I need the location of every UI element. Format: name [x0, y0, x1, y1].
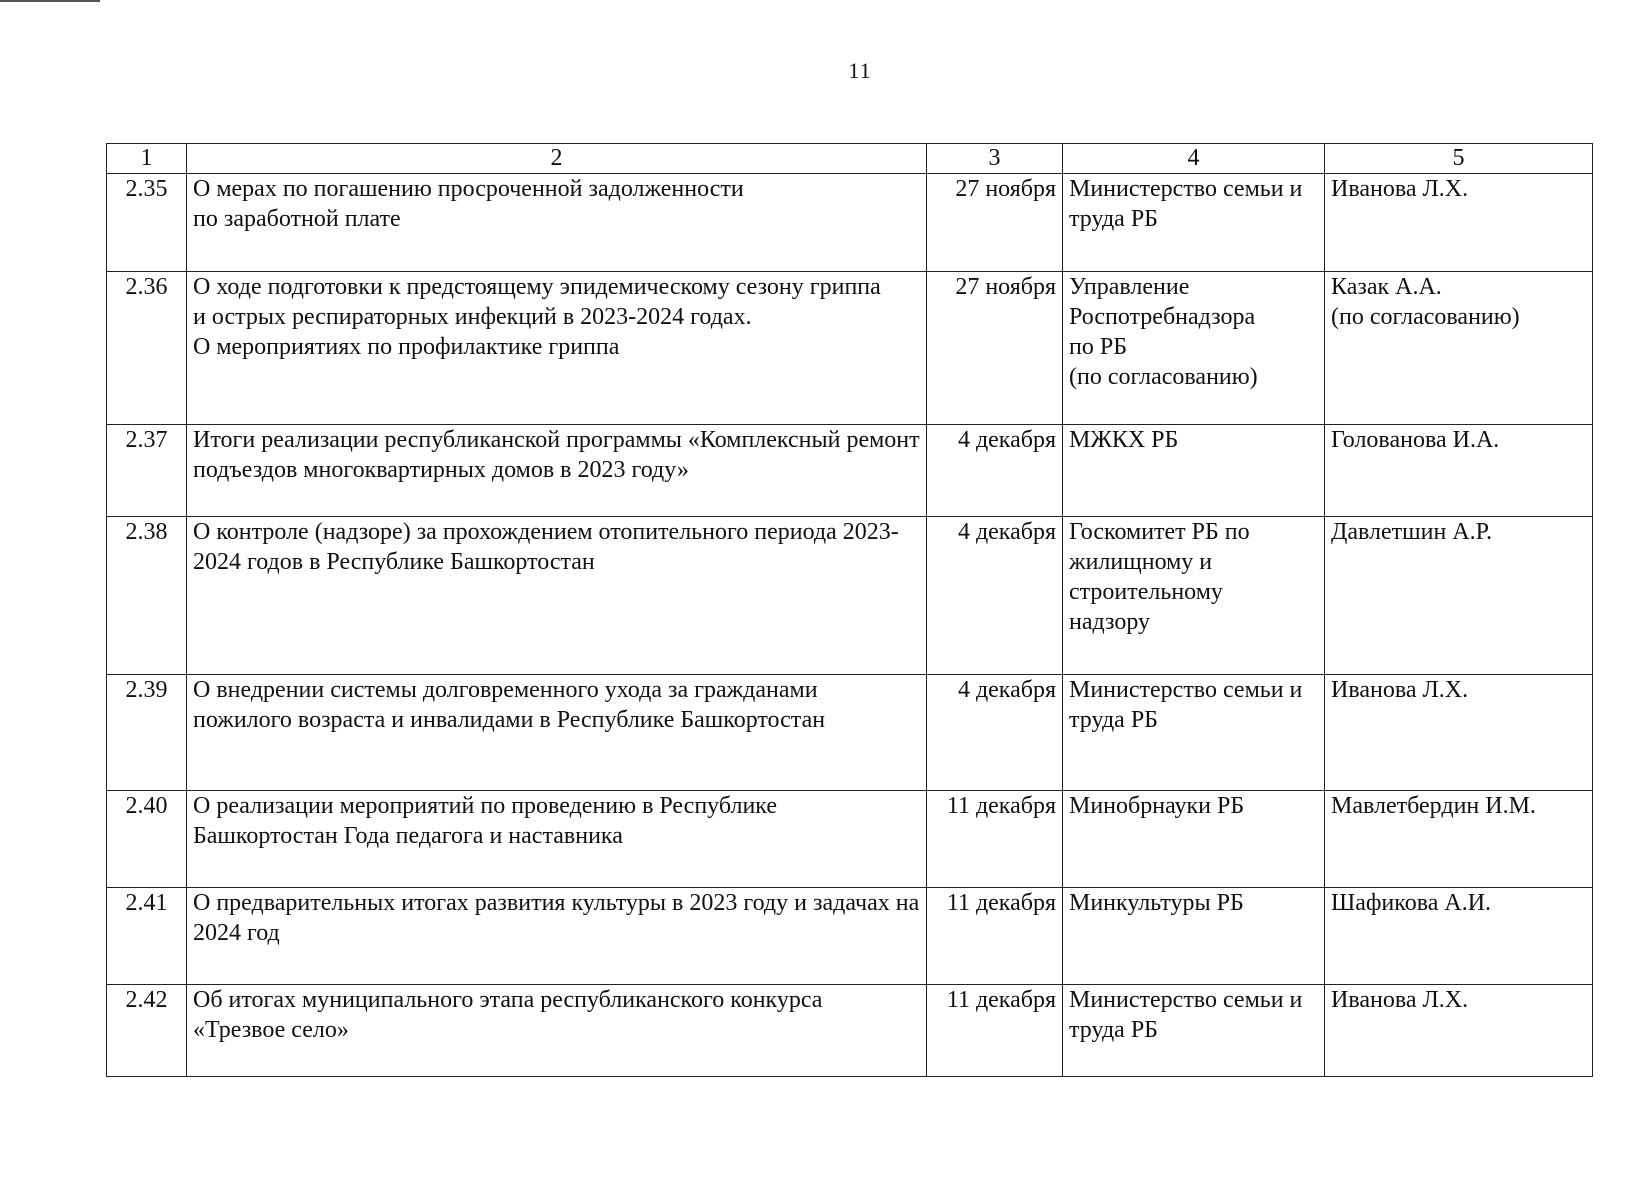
- item-responsible: Министерство семьи и труда РБ: [1063, 985, 1325, 1077]
- item-responsible: МЖКХ РБ: [1063, 425, 1325, 517]
- table-row: [107, 517, 1593, 675]
- item-responsible: Министерство семьи и труда РБ: [1063, 675, 1325, 791]
- item-number: 2.39: [107, 675, 187, 791]
- item-person: Мавлетбердин И.М.: [1325, 791, 1593, 888]
- item-responsible: Управление Роспотребнадзора по РБ (по согласованию): [1063, 272, 1325, 425]
- plan-table: [106, 143, 1593, 1077]
- item-person: Голованова И.А.: [1325, 425, 1593, 517]
- item-responsible: Госкомитет РБ по жилищному и строительному надзору: [1063, 517, 1325, 675]
- header-row: [107, 144, 1593, 174]
- table-row: [107, 675, 1593, 791]
- item-topic: Об итогах муниципального этапа республиканского конкурса «Трезвое село»: [187, 985, 927, 1077]
- item-person: Давлетшин А.Р.: [1325, 517, 1593, 675]
- item-topic: О мерах по погашению просроченной задолженности по заработной плате: [187, 174, 927, 272]
- item-number: 2.40: [107, 791, 187, 888]
- header-cell: 1: [107, 144, 187, 174]
- item-number: 2.42: [107, 985, 187, 1077]
- item-number: 2.36: [107, 272, 187, 425]
- item-person: Казак А.А. (по согласованию): [1325, 272, 1593, 425]
- item-topic: О ходе подготовки к предстоящему эпидемическому сезону гриппа и острых респираторных инфекций в 2023-2024 годах. О мероприятиях по профилактике гриппа: [187, 272, 927, 425]
- item-topic: О реализации мероприятий по проведению в Республике Башкортостан Года педагога и наставника: [187, 791, 927, 888]
- item-date: 11 декабря: [927, 888, 1063, 985]
- item-number: 2.37: [107, 425, 187, 517]
- item-date: 4 декабря: [927, 517, 1063, 675]
- item-person: Иванова Л.Х.: [1325, 985, 1593, 1077]
- item-person: Иванова Л.Х.: [1325, 174, 1593, 272]
- page-number: 11: [848, 58, 872, 83]
- item-date: 11 декабря: [927, 985, 1063, 1077]
- item-topic: О внедрении системы долговременного ухода за гражданами пожилого возраста и инвалидами в Республике Башкортостан: [187, 675, 927, 791]
- item-number: 2.41: [107, 888, 187, 985]
- header-cell: 5: [1325, 144, 1593, 174]
- item-responsible: Минкультуры РБ: [1063, 888, 1325, 985]
- scan-edge-mark: [0, 0, 100, 6]
- item-responsible: Минобрнауки РБ: [1063, 791, 1325, 888]
- item-number: 2.38: [107, 517, 187, 675]
- item-person: Иванова Л.Х.: [1325, 675, 1593, 791]
- item-topic: Итоги реализации республиканской программы «Комплексный ремонт подъездов многоквартирных домов в 2023 году»: [187, 425, 927, 517]
- header-cell: 4: [1063, 144, 1325, 174]
- table-row: [107, 272, 1593, 425]
- header-cell: 3: [927, 144, 1063, 174]
- table-row: [107, 888, 1593, 985]
- item-person: Шафикова А.И.: [1325, 888, 1593, 985]
- table-row: [107, 985, 1593, 1077]
- table-row: [107, 425, 1593, 517]
- item-topic: О контроле (надзоре) за прохождением отопительного периода 2023-2024 годов в Республике Башкортостан: [187, 517, 927, 675]
- header-cell: 2: [187, 144, 927, 174]
- item-date: 11 декабря: [927, 791, 1063, 888]
- item-date: 4 декабря: [927, 425, 1063, 517]
- item-date: 27 ноября: [927, 174, 1063, 272]
- item-responsible: Министерство семьи и труда РБ: [1063, 174, 1325, 272]
- item-date: 4 декабря: [927, 675, 1063, 791]
- table-row: [107, 174, 1593, 272]
- item-number: 2.35: [107, 174, 187, 272]
- item-date: 27 ноября: [927, 272, 1063, 425]
- table-row: [107, 791, 1593, 888]
- item-topic: О предварительных итогах развития культуры в 2023 году и задачах на 2024 год: [187, 888, 927, 985]
